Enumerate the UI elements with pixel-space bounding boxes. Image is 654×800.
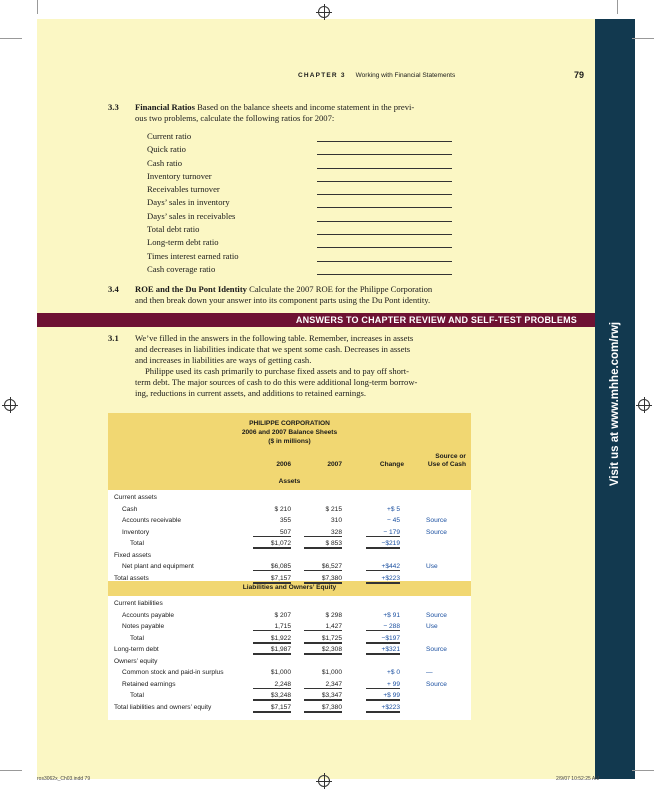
- crop-mark: [37, 0, 38, 14]
- change-cell: +$223: [366, 575, 400, 584]
- answer-text: term debt. The major sources of cash to do this were additional long-term borrow-: [135, 377, 418, 387]
- answer-blank-line[interactable]: [317, 181, 452, 182]
- value-cell: $1,922: [253, 635, 291, 644]
- ratio-row: [147, 158, 452, 171]
- column-header-2007: 2007: [327, 461, 342, 468]
- value-cell: $1,000: [321, 669, 342, 676]
- registration-mark-icon: [4, 399, 16, 411]
- ratio-label: Total debt ratio: [147, 224, 200, 235]
- row-label: Current assets: [114, 494, 157, 501]
- problem-title: Financial Ratios: [135, 102, 195, 112]
- answer-number: 3.1: [108, 333, 119, 343]
- value-cell: 1,427: [304, 623, 342, 631]
- answers-banner: [37, 313, 595, 327]
- row-label: Total: [130, 634, 144, 642]
- value-cell: 328: [304, 529, 342, 537]
- crop-mark: [0, 770, 22, 771]
- chapter-label: CHAPTER 3: [298, 72, 346, 79]
- ratio-label: Cash coverage ratio: [147, 263, 216, 274]
- ratio-label: Days’ sales in receivables: [147, 210, 236, 221]
- value-cell: $6,527: [304, 563, 342, 571]
- answer-blank-line[interactable]: [317, 141, 452, 142]
- crop-mark: [632, 38, 654, 39]
- answer-text: and increases in liabilities are ways of getting cash.: [135, 355, 312, 365]
- answer-text: ing, reductions in current assets, and additions to retained earnings.: [135, 388, 367, 398]
- source-use-cell: Source: [426, 611, 447, 619]
- row-label: Long-term debt: [114, 646, 159, 653]
- change-cell: +$ 99: [366, 692, 400, 701]
- column-header-change: Change: [379, 461, 404, 468]
- answer-blank-line[interactable]: [317, 194, 452, 195]
- value-cell: $ 210: [274, 505, 291, 513]
- ratio-label: Long-term debt ratio: [147, 237, 219, 248]
- row-label: Cash: [122, 505, 138, 513]
- source-use-cell: Source: [426, 680, 447, 688]
- ratio-row: [147, 224, 452, 237]
- answer-blank-line[interactable]: [317, 274, 452, 275]
- table-title: PHILIPPE CORPORATION: [249, 420, 330, 427]
- row-label: Retained earnings: [122, 680, 176, 688]
- ratio-label: Receivables turnover: [147, 184, 220, 195]
- answer-blank-line[interactable]: [317, 234, 452, 235]
- running-header: [298, 72, 455, 79]
- problem-number: 3.4: [108, 284, 119, 294]
- crop-mark: [0, 38, 22, 39]
- source-use-cell: Source: [426, 646, 447, 653]
- change-cell: + 99: [366, 681, 400, 689]
- row-label: Accounts payable: [122, 611, 175, 619]
- value-cell: 1,715: [253, 623, 291, 631]
- answer-text: We’ve filled in the answers in the following table. Remember, increases in assets: [135, 333, 414, 343]
- row-label: Total liabilities and owners’ equity: [114, 703, 212, 711]
- value-cell: $1,987: [253, 646, 291, 655]
- value-cell: $2,308: [304, 646, 342, 655]
- value-cell: $ 207: [274, 611, 291, 619]
- problem-number: 3.3: [108, 102, 119, 112]
- ratio-row: [147, 251, 452, 264]
- table-subtitle: 2006 and 2007 Balance Sheets: [241, 429, 338, 436]
- value-cell: $ 215: [325, 505, 342, 513]
- answer-blank-line[interactable]: [317, 247, 452, 248]
- footer-file: ros3062x_Ch03.indd 79: [37, 776, 91, 782]
- row-label: Net plant and equipment: [122, 563, 194, 570]
- change-cell: +$321: [366, 646, 400, 655]
- problem-3-3: [108, 102, 488, 124]
- crop-mark: [617, 0, 618, 14]
- ratio-row: [147, 131, 452, 144]
- answer-blank-line[interactable]: [317, 261, 452, 262]
- ratio-label: Cash ratio: [147, 157, 183, 168]
- value-cell: 2,347: [304, 681, 342, 689]
- change-cell: − 45: [386, 517, 400, 524]
- row-label: Common stock and paid-in surplus: [122, 669, 224, 676]
- value-cell: $7,157: [253, 575, 291, 584]
- change-cell: +$ 0: [386, 669, 400, 676]
- value-cell: $3,347: [304, 692, 342, 701]
- problem-title: ROE and the Du Pont Identity: [135, 284, 247, 294]
- row-label: Total assets: [114, 574, 149, 582]
- answer-text: and decreases in liabilities indicate that we spent some cash. Decreases in assets: [135, 344, 411, 354]
- change-cell: +$223: [366, 704, 400, 713]
- answer-text: Philippe used its cash primarily to purchase fixed assets and to pay off short-: [145, 366, 410, 376]
- source-use-cell: Use: [426, 563, 438, 570]
- crop-mark: [632, 770, 654, 771]
- problem-text: and then break down your answer into its component parts using the Du Pont identity.: [135, 295, 431, 305]
- value-cell: $1,725: [304, 635, 342, 644]
- answer-3-1: [108, 333, 488, 399]
- value-cell: 507: [253, 529, 291, 537]
- value-cell: $7,380: [304, 575, 342, 584]
- column-header-use: Use of Cash: [427, 461, 466, 468]
- answer-blank-line[interactable]: [317, 154, 452, 155]
- registration-mark-icon: [318, 6, 330, 18]
- value-cell: $7,380: [304, 704, 342, 713]
- value-cell: 310: [330, 517, 342, 524]
- registration-mark-icon: [318, 775, 330, 787]
- ratio-label: Inventory turnover: [147, 170, 212, 181]
- banner-text: ANSWERS TO CHAPTER REVIEW AND SELF-TEST PROBLEMS: [295, 315, 577, 325]
- ratio-row: [147, 211, 452, 224]
- page-number: 79: [574, 70, 585, 80]
- change-cell: −$219: [366, 540, 400, 549]
- value-cell: $3,248: [253, 692, 291, 701]
- source-use-cell: Source: [426, 517, 447, 524]
- ratio-label: Quick ratio: [147, 144, 186, 155]
- row-label: Notes payable: [122, 623, 165, 630]
- side-url-text[interactable]: Visit us at www.mhhe.com/rwj: [609, 321, 621, 487]
- assets-heading: Assets: [278, 478, 301, 485]
- ratio-label: Current ratio: [147, 131, 192, 141]
- change-cell: +$ 91: [383, 611, 400, 619]
- problem-text: Based on the balance sheets and income statement in the previ-: [197, 102, 415, 112]
- value-cell: 355: [279, 517, 291, 524]
- change-cell: +$ 5: [386, 505, 400, 513]
- value-cell: $1,000: [270, 669, 291, 676]
- change-cell: − 179: [366, 529, 400, 537]
- problem-3-4: [108, 284, 488, 306]
- source-use-cell: Source: [426, 528, 447, 536]
- balance-sheet-table: [108, 413, 471, 720]
- answer-blank-line[interactable]: [317, 221, 452, 222]
- row-label: Accounts receivable: [122, 517, 182, 524]
- problem-text: ous two problems, calculate the following ratios for 2007:: [135, 113, 335, 123]
- row-label: Inventory: [122, 528, 150, 536]
- problem-text: Calculate the 2007 ROE for the Philippe Corporation: [249, 284, 433, 294]
- chapter-title: Working with Financial Statements: [355, 72, 456, 79]
- row-label: Total: [130, 692, 144, 699]
- value-cell: $6,085: [253, 563, 291, 571]
- column-header-source: Source or: [435, 453, 466, 460]
- ratio-row: [147, 197, 452, 210]
- row-label: Fixed assets: [114, 551, 152, 559]
- footer-timestamp: 2/9/07 10:52:25 AM: [556, 776, 600, 782]
- answer-blank-line[interactable]: [317, 207, 452, 208]
- ratio-row: [147, 144, 452, 157]
- value-cell: $ 853: [304, 540, 342, 549]
- ratio-row: [147, 184, 452, 197]
- change-cell: −$197: [366, 635, 400, 644]
- source-use-cell: —: [426, 669, 433, 676]
- value-cell: 2,248: [253, 681, 291, 689]
- row-label: Total: [130, 540, 144, 547]
- row-label: Owners’ equity: [114, 657, 158, 665]
- change-cell: − 288: [366, 623, 400, 631]
- ratio-row: [147, 237, 452, 250]
- answer-blank-line[interactable]: [317, 168, 452, 169]
- row-label: Current liabilities: [114, 600, 163, 607]
- value-cell: $7,157: [253, 704, 291, 713]
- ratio-row: [147, 264, 452, 277]
- ratio-list: [147, 131, 452, 277]
- source-use-cell: Use: [426, 623, 438, 630]
- value-cell: $1,072: [253, 540, 291, 549]
- registration-mark-icon: [638, 399, 650, 411]
- liabilities-heading: Liabilities and Owners’ Equity: [242, 584, 337, 591]
- ratio-label: Days’ sales in inventory: [147, 197, 230, 208]
- ratio-row: [147, 171, 452, 184]
- column-header-2006: 2006: [276, 461, 291, 468]
- value-cell: $ 298: [325, 611, 342, 619]
- table-units: ($ in millions): [268, 438, 311, 445]
- change-cell: +$442: [366, 563, 400, 571]
- ratio-label: Times interest earned ratio: [147, 250, 239, 261]
